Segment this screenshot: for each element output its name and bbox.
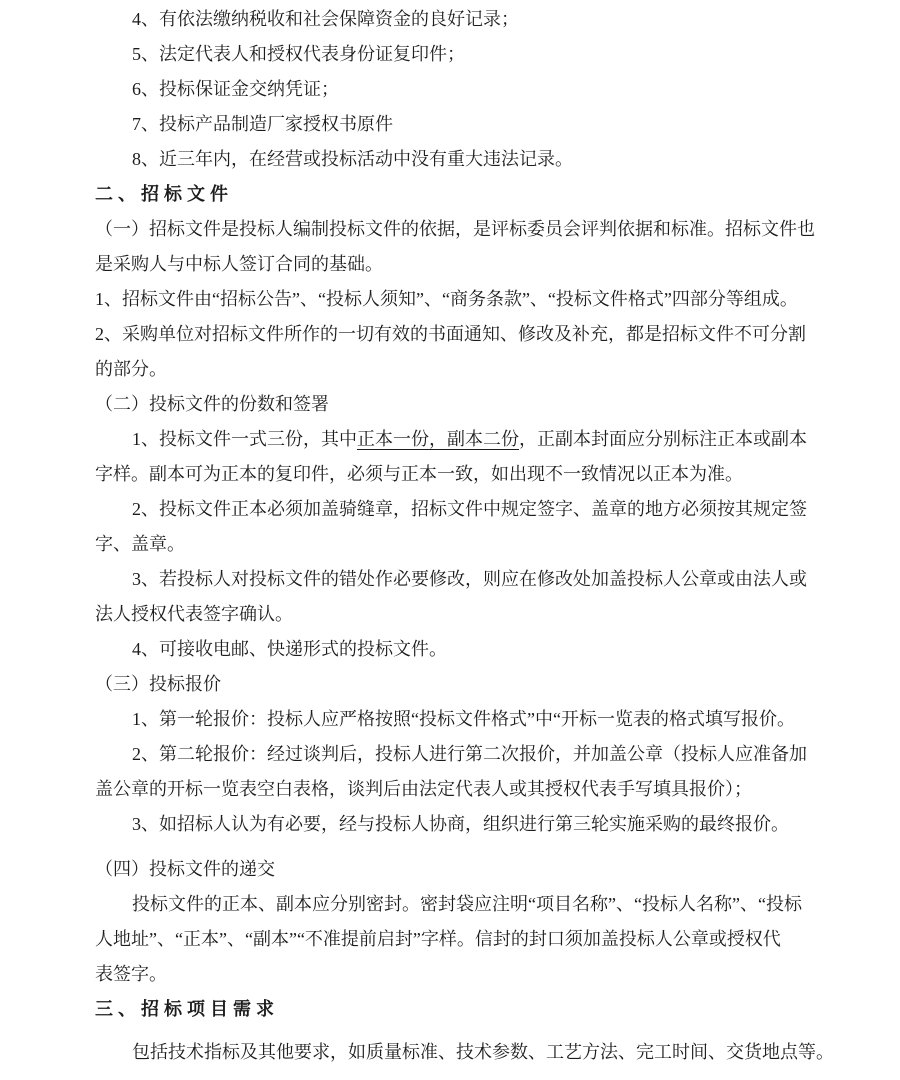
- item-2-1-2-line-2: [95, 352, 840, 387]
- section-heading-3: [95, 992, 840, 1027]
- list-item-5: [95, 37, 840, 72]
- subitem-2-2-2-line-1: [95, 492, 840, 527]
- list-item-4: [95, 2, 840, 37]
- text-run: 的部分。: [95, 359, 167, 379]
- document-body: [95, 2, 840, 1070]
- requirements-para: [95, 1035, 840, 1070]
- text-run: （三）投标报价: [95, 674, 221, 694]
- delivery-para-line-2: [95, 922, 840, 957]
- item-2-1-2-line-1: [95, 317, 840, 352]
- subsection-2-1-line-1: [95, 212, 840, 247]
- text-run: 3、若投标人对投标文件的错处作必要修改，则应在修改处加盖投标人公章或由法人或: [132, 569, 807, 589]
- delivery-para-line-1: [95, 887, 840, 922]
- text-run: 6、投标保证金交纳凭证；: [132, 79, 339, 99]
- text-run: 8、近三年内，在经营或投标活动中没有重大违法记录。: [132, 149, 573, 169]
- text-run: 1、投标文件一式三份，其中: [132, 429, 357, 449]
- pricing-item-2-line-1: [95, 737, 840, 772]
- subsection-heading-2-2: [95, 387, 840, 422]
- text-run: 投标文件的正本、副本应分别密封。密封袋应注明“项目名称”、“投标人名称”、“投标: [132, 894, 802, 914]
- text-run: 包括技术指标及其他要求，如质量标准、技术参数、工艺方法、完工时间、交货地点等。: [132, 1042, 834, 1062]
- text-run: 盖公章的开标一览表空白表格，谈判后由法定代表人或其授权代表手写填具报价）；: [95, 779, 752, 799]
- pricing-item-1: [95, 702, 840, 737]
- list-item-8: [95, 142, 840, 177]
- subitem-2-2-3-line-1: [95, 562, 840, 597]
- subitem-2-2-1-line-2: [95, 457, 840, 492]
- subitem-2-2-2-line-2: [95, 527, 840, 562]
- pricing-item-2-line-2: [95, 772, 840, 807]
- text-run: 是采购人与中标人签订合同的基础。: [95, 254, 383, 274]
- text-run: ，正副本封面应分别标注正本或副本: [519, 429, 807, 449]
- subitem-2-2-1-line-1: [95, 422, 840, 457]
- text-run: 5、法定代表人和授权代表身份证复印件；: [132, 44, 465, 64]
- text-run: 字、盖章。: [95, 534, 185, 554]
- list-item-7: [95, 107, 840, 142]
- text-run: 2、采购单位对招标文件所作的一切有效的书面通知、修改及补充，都是招标文件不可分割: [95, 324, 806, 344]
- text-run: 1、招标文件由“招标公告”、“投标人须知”、“商务条款”、“投标文件格式”四部分等组成。: [95, 289, 798, 309]
- text-run: （四）投标文件的递交: [95, 859, 275, 879]
- pricing-item-3: [95, 807, 840, 842]
- text-run: 2、第二轮报价：经过谈判后，投标人进行第二次报价，并加盖公章（投标人应准备加: [132, 744, 807, 764]
- subsection-2-1-line-2: [95, 247, 840, 282]
- text-run: 表签字。: [95, 964, 167, 984]
- subsection-heading-2-3: [95, 667, 840, 702]
- text-run: 三、招标项目需求: [95, 999, 279, 1019]
- subitem-2-2-3-line-2: [95, 597, 840, 632]
- text-run: 2、投标文件正本必须加盖骑缝章，招标文件中规定签字、盖章的地方必须按其规定签: [132, 499, 807, 519]
- text-run: 4、有依法缴纳税收和社会保障资金的良好记录；: [132, 9, 519, 29]
- text-run: 人地址”、“正本”、“副本”“不准提前启封”字样。信封的封口须加盖投标人公章或授权代: [95, 929, 781, 949]
- text-run: 字样。副本可为正本的复印件，必须与正本一致，如出现不一致情况以正本为准。: [95, 464, 743, 484]
- subsection-heading-2-4: [95, 852, 840, 887]
- text-run: 4、可接收电邮、快递形式的投标文件。: [132, 639, 447, 659]
- item-2-1-1: [95, 282, 840, 317]
- section-heading-2: [95, 177, 840, 212]
- text-run: 二、招标文件: [95, 184, 233, 204]
- text-run: 3、如招标人认为有必要，经与投标人协商，组织进行第三轮实施采购的最终报价。: [132, 814, 789, 834]
- text-run: 7、投标产品制造厂家授权书原件: [132, 114, 393, 134]
- underlined-text: 正本一份，副本二份: [357, 429, 519, 449]
- text-run: 1、第一轮报价：投标人应严格按照“投标文件格式”中“开标一览表的格式填写报价。: [132, 709, 795, 729]
- subitem-2-2-4: [95, 632, 840, 667]
- list-item-6: [95, 72, 840, 107]
- text-run: （一）招标文件是投标人编制投标文件的依据，是评标委员会评判依据和标准。招标文件也: [95, 219, 815, 239]
- text-run: 法人授权代表签字确认。: [95, 604, 293, 624]
- delivery-para-line-3: [95, 957, 840, 992]
- text-run: （二）投标文件的份数和签署: [95, 394, 329, 414]
